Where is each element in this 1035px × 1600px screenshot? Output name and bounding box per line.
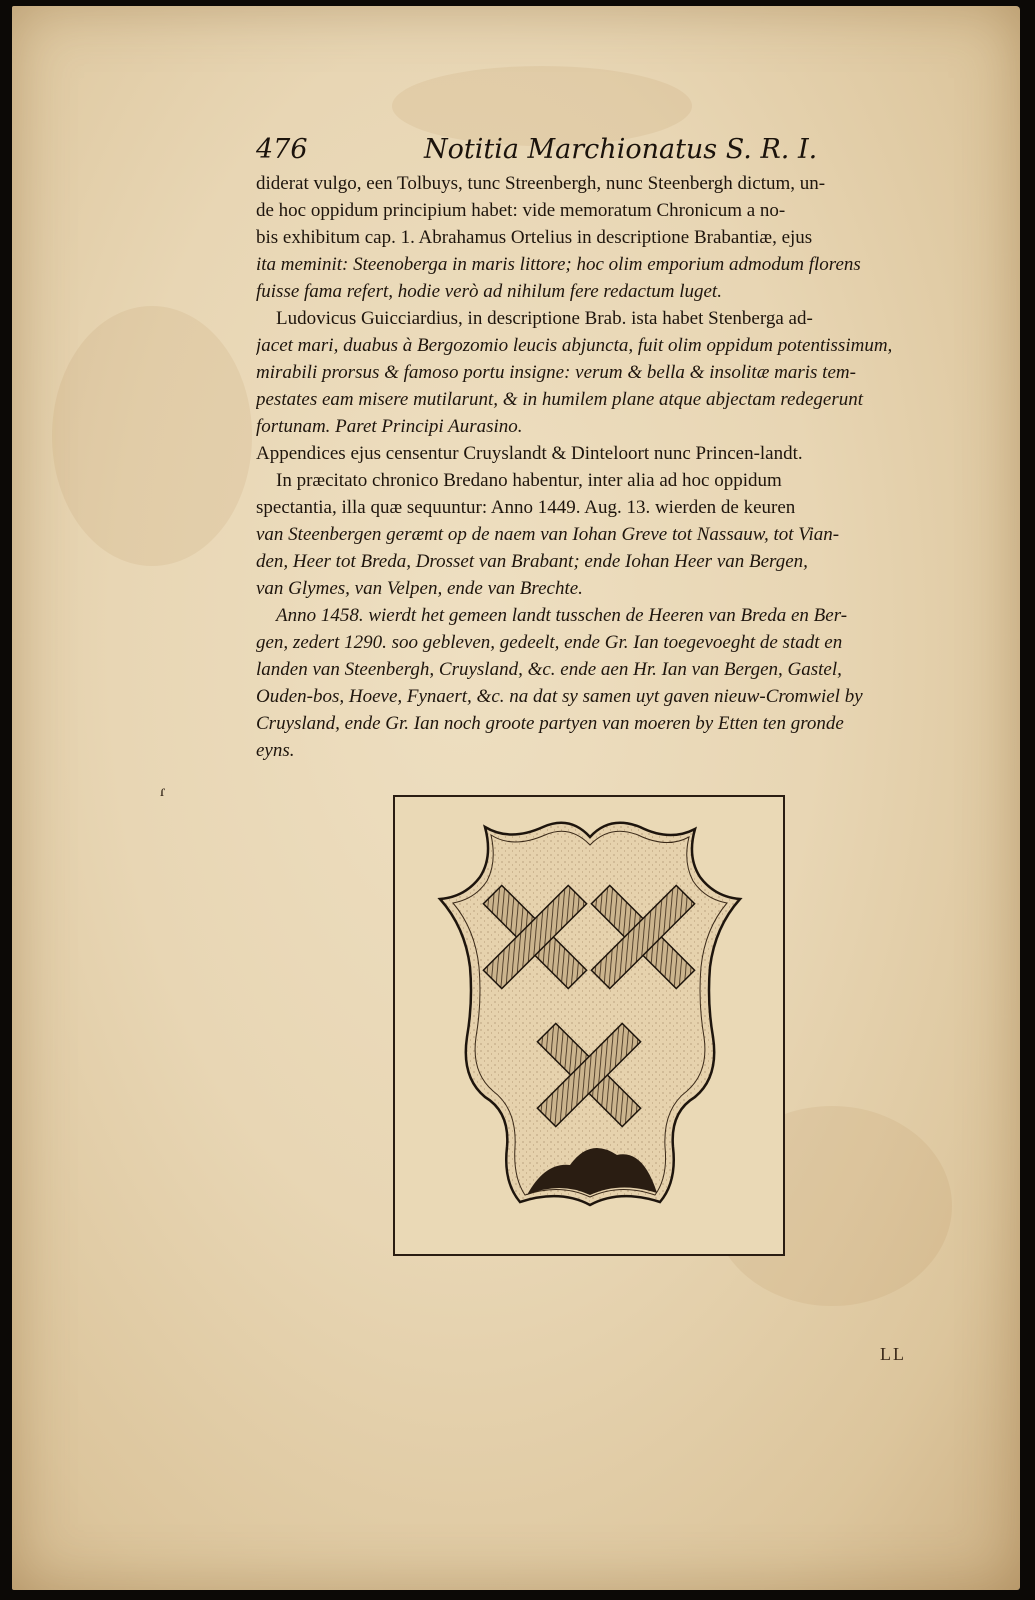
text-line: Ludovicus Guicciardius, in descriptione Brab. ista habet Stenberga ad- xyxy=(276,308,813,329)
text-line: In præcitato chronico Bredano habentur, inter alia ad hoc oppidum xyxy=(276,470,782,491)
paper-stain xyxy=(52,306,252,566)
page-number: 476 xyxy=(256,134,308,165)
text-line: fuisse fama refert, hodie verò ad nihilum fere redactum luget. xyxy=(256,281,722,302)
body-text xyxy=(256,170,912,764)
text-line: spectantia, illa quæ sequuntur: Anno 1449. Aug. 13. wierden de keuren xyxy=(256,497,796,518)
text-line: Ouden-bos, Hoeve, Fynaert, &c. na dat sy samen uyt gaven nieuw-Cromwiel by xyxy=(256,686,863,707)
text-line: van Glymes, van Velpen, ende van Brechte. xyxy=(256,578,583,599)
text-line: de hoc oppidum principium habet: vide memoratum Chronicum a no- xyxy=(256,200,786,221)
coat-of-arms-plate xyxy=(393,795,785,1256)
coat-of-arms-shield xyxy=(395,797,783,1254)
text-line: Anno 1458. wierdt het gemeen landt tusschen de Heeren van Breda en Ber- xyxy=(276,605,848,626)
text-line: Cruysland, ende Gr. Ian noch groote partyen van moeren by Etten ten gronde xyxy=(256,713,844,734)
text-line: den, Heer tot Breda, Drosset van Brabant; ende Iohan Heer van Bergen, xyxy=(256,551,808,572)
shield-field xyxy=(440,823,740,1205)
text-line: mirabili prorsus & famoso portu insigne: verum & bella & insolitæ maris tem- xyxy=(256,362,856,383)
text-line: diderat vulgo, een Tolbuys, tunc Streenbergh, nunc Steenbergh dictum, un- xyxy=(256,173,826,194)
page-header xyxy=(256,134,916,168)
signature-mark: LL xyxy=(880,1344,906,1364)
text-line: landen van Steenbergh, Cruysland, &c. ende aen Hr. Ian van Bergen, Gastel, xyxy=(256,659,842,680)
text-line: eyns. xyxy=(256,740,295,761)
text-line: van Steenbergen geræmt op de naem van Iohan Greve tot Nassauw, tot Vian- xyxy=(256,524,840,545)
text-line: gen, zedert 1290. soo gebleven, gedeelt, ende Gr. Ian toegevoeght de stadt en xyxy=(256,632,843,653)
text-line: jacet mari, duabus à Bergozomio leucis abjuncta, fuit olim oppidum potentissimum, xyxy=(256,335,893,356)
text-line: bis exhibitum cap. 1. Abrahamus Ortelius in descriptione Brabantiæ, ejus xyxy=(256,227,813,248)
text-line: ita meminit: Steenoberga in maris littore; hoc olim emporium admodum florens xyxy=(256,254,861,275)
text-line: fortunam. Paret Principi Aurasino. xyxy=(256,416,523,437)
text-line: pestates eam misere mutilarunt, & in humilem plane atque abjectam redegerunt xyxy=(256,389,864,410)
stray-ink-mark: ɾ xyxy=(160,783,166,800)
running-title: Notitia Marchionatus S. R. I. xyxy=(424,134,818,165)
text-line: Appendices ejus censentur Cruyslandt & Dinteloort nunc Princen-landt. xyxy=(256,443,803,464)
